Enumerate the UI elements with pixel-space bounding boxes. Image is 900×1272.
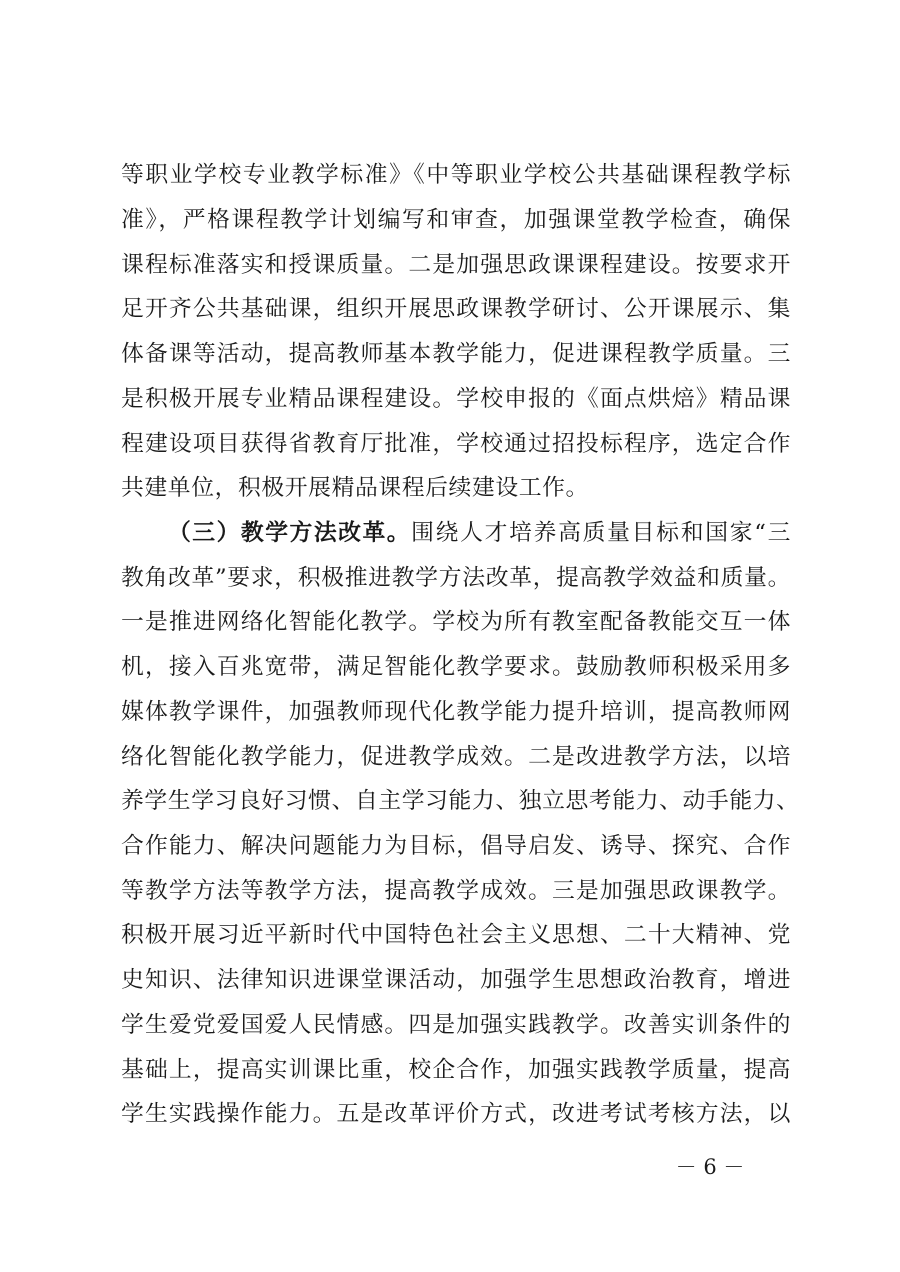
body-text-line: 积极开展习近平新时代中国特色社会主义思想、二十大精神、党 xyxy=(121,922,791,948)
body-text-line: 史知识、法律知识进课堂课活动，加强学生思想政治教育，增进 xyxy=(121,967,791,993)
section-3-first-line xyxy=(168,512,791,554)
body-text-line: 养学生学习良好习惯、自主学习能力、独立思考能力、动手能力、 xyxy=(121,788,800,814)
body-text-line: 是积极开展专业精品课程建设。学校申报的《面点烘焙》精品课 xyxy=(121,386,791,412)
body-text-line: 一是推进网络化智能化教学。学校为所有教室配备教能交互一体 xyxy=(121,609,791,635)
body-text-line: 基础上，提高实训课比重，校企合作，加强实践教学质量，提高 xyxy=(121,1057,791,1083)
body-text-line: 等职业学校专业教学标准》《中等职业学校公共基础课程教学标 xyxy=(121,162,791,188)
body-text-line: 课程标准落实和授课质量。二是加强思政课课程建设。按要求开 xyxy=(121,252,791,278)
page-number: － 6 － xyxy=(675,1155,745,1179)
body-text-line: 足开齐公共基础课，组织开展思政课教学研讨、公开课展示、集 xyxy=(121,296,791,322)
section-3-lead-text: 围绕人才培养高质量目标和国家“三 xyxy=(411,520,791,546)
section-3-heading: （三）教学方法改革。 xyxy=(168,520,412,546)
body-text-line: 媒体教学课件，加强教师现代化教学能力提升培训，提高教师网 xyxy=(121,699,791,725)
body-text-line: 共建单位，积极开展精品课程后续建设工作。 xyxy=(121,475,589,501)
body-text-line: 体备课等活动，提高教师基本教学能力，促进课程教学质量。三 xyxy=(121,341,791,367)
body-text-line: 程建设项目获得省教育厅批准，学校通过招投标程序，选定合作 xyxy=(121,431,791,457)
body-text-line: 机，接入百兆宽带，满足智能化教学要求。鼓励教师积极采用多 xyxy=(121,654,791,680)
body-text-line: 准》，严格课程教学计划编写和审查，加强课堂教学检查，确保 xyxy=(121,207,791,233)
body-text-line: 学生实践操作能力。五是改革评价方式，改进考试考核方法，以 xyxy=(121,1101,791,1127)
body-text-line: 络化智能化教学能力，促进教学成效。二是改进教学方法，以培 xyxy=(121,744,791,770)
body-text-line: 学生爱党爱国爱人民情感。四是加强实践教学。改善实训条件的 xyxy=(121,1012,791,1038)
body-text-line: 教角改革”要求，积极推进教学方法改革，提高教学效益和质量。 xyxy=(121,565,791,591)
body-text-line: 合作能力、解决问题能力为目标，倡导启发、诱导、探究、合作 xyxy=(121,833,791,859)
body-text-line: 等教学方法等教学方法，提高教学成效。三是加强思政课教学。 xyxy=(121,878,791,904)
